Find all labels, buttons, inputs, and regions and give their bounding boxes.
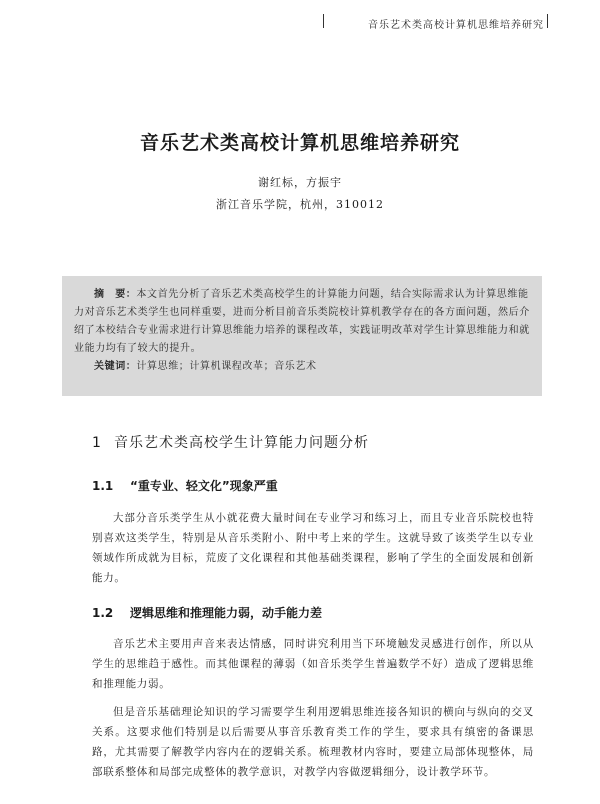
- abstract-label: 摘 要：: [94, 289, 137, 300]
- section-1-1-number: 1.1: [92, 479, 114, 493]
- section-1-2-body-1: [92, 634, 534, 694]
- section-1-2-body-2: [92, 702, 534, 782]
- section-1-2-number: 1.2: [92, 606, 114, 620]
- abstract-text: 本文首先分析了音乐艺术类高校学生的计算能力问题，结合实际需求认为计算思维能力对音乐艺术类学生也同样重要，进而分析目前音乐类院校计算机教学存在的各方面问题，然后介绍了本校结合专业需求进行计算思维能力培养的课程改革，实践证明改革对学生计算思维能力和就业能力均有了较大的提升。: [74, 289, 530, 354]
- section-1-2-paragraph-1: 音乐艺术主要用声音来表达情感，同时讲究利用当下环境触发灵感进行创作，所以从学生的思维趋于感性。而其他课程的薄弱（如音乐类学生普遍数学不好）造成了逻辑思维和推理能力弱。: [92, 638, 534, 690]
- affiliation: 浙江音乐学院，杭州，310012: [216, 198, 384, 211]
- abstract-box: [62, 276, 542, 396]
- keywords-line: [74, 358, 532, 376]
- running-head: 音乐艺术类高校计算机思维培养研究: [368, 20, 544, 31]
- running-head-rule-right: [547, 14, 548, 28]
- running-head-rule-left: [323, 14, 324, 28]
- section-1-2-title: 逻辑思维和推理能力弱，动手能力差: [130, 606, 323, 620]
- section-1-2-heading: [92, 604, 322, 621]
- paper-title: 音乐艺术类高校计算机思维培养研究: [139, 132, 460, 154]
- section-1-1-paragraph: 大部分音乐类学生从小就花费大量时间在专业学习和练习上，而且专业音乐院校也特别喜欢这类学生，特别是从音乐类附小、附中考上来的学生。这就导致了该类学生以专业领域作所成就为目标，荒废了文化课程和其他基础类课程，影响了学生的全面发展和创新能力。: [92, 512, 534, 584]
- section-1-1-title: “重专业、轻文化”现象严重: [130, 479, 278, 493]
- keywords-text: 计算思维；计算机课程改革；音乐艺术: [136, 361, 317, 372]
- section-1-2-paragraph-2: 但是音乐基础理论知识的学习需要学生利用逻辑思维连接各知识的横向与纵向的交叉关系。这要求他们特别是以后需要从事音乐教育类工作的学生，要求具有缜密的备课思路，尤其需要了解教学内容内在的逻辑关系。梳理教材内容时，要建立局部体现整体，局部联系整体和局部完成整体的教学意识，对教学内容做逻辑细分，设计教学环节。: [92, 706, 534, 778]
- section-1-title: 音乐艺术类高校学生计算能力问题分析: [114, 435, 369, 451]
- keywords-label: 关键词：: [94, 361, 137, 372]
- section-1-number: 1: [92, 435, 102, 451]
- section-1-heading: [92, 432, 369, 452]
- authors: 谢红标，方振宇: [258, 176, 342, 189]
- abstract-paragraph: [74, 286, 532, 358]
- section-1-1-heading: [92, 477, 278, 494]
- section-1-1-body: [92, 508, 534, 588]
